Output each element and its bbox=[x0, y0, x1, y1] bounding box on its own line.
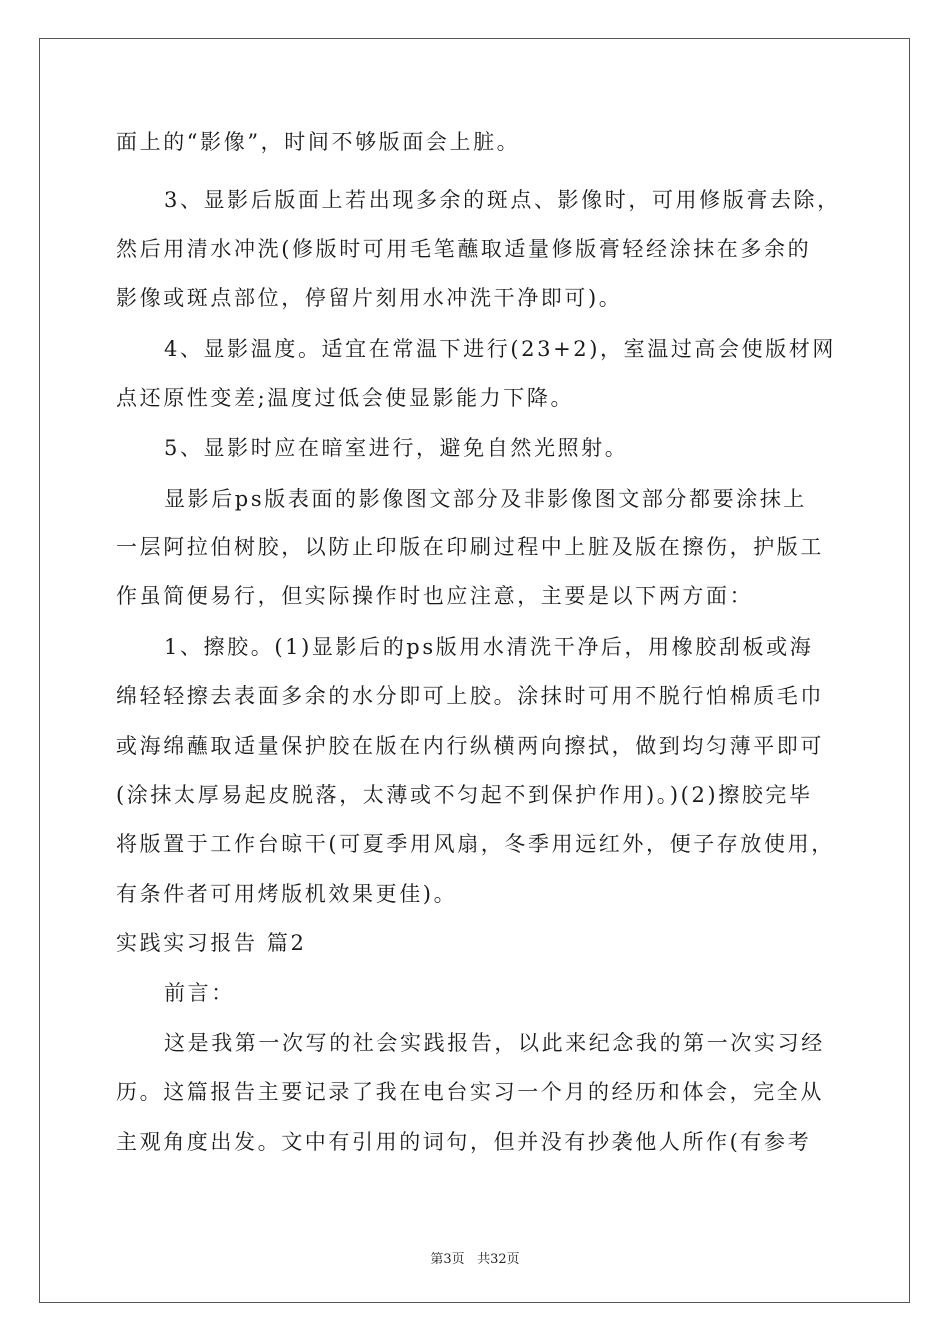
text-line: 这是我第一次写的社会实践报告，以此来纪念我的第一次实习经 bbox=[164, 1031, 825, 1055]
text-line: 一层阿拉伯树胶，以防止印版在印刷过程中上脏及版在擦伤，护版工 bbox=[116, 535, 824, 559]
text-line: 或海绵蘸取适量保护胶在版在内行纵横两向擦拭，做到均匀薄平即可 bbox=[116, 734, 824, 758]
section-heading: 实践实习报告 篇2 bbox=[116, 931, 307, 955]
text-line: 有条件者可用烤版机效果更佳)。 bbox=[116, 882, 458, 906]
page-border bbox=[39, 38, 910, 1303]
text-line: 5、显影时应在暗室进行，避免自然光照射。 bbox=[164, 436, 629, 460]
text-line: 绵轻轻擦去表面多余的水分即可上胶。涂抹时可用不脱行怕棉质毛巾 bbox=[116, 684, 824, 708]
page-total: 共32页 bbox=[477, 1252, 520, 1267]
text-line: 作虽简便易行，但实际操作时也应注意，主要是以下两方面： bbox=[116, 584, 754, 608]
text-line: 面上的“影像”，时间不够版面会上脏。 bbox=[116, 130, 521, 154]
text-line: 历。这篇报告主要记录了我在电台实习一个月的经历和体会，完全从 bbox=[116, 1080, 824, 1104]
text-line: 3、显影后版面上若出现多余的斑点、影像时，可用修版膏去除， bbox=[164, 188, 841, 212]
text-line: 主观角度出发。文中有引用的词句，但并没有抄袭他人所作(有参考 bbox=[116, 1130, 812, 1154]
text-line: 前言： bbox=[164, 981, 235, 1005]
text-line: 然后用清水冲洗(修版时可用毛笔蘸取适量修版膏轻经涂抹在多余的 bbox=[116, 237, 812, 261]
text-line: 1、擦胶。(1)显影后的ps版用水清洗干净后，用橡胶刮板或海 bbox=[164, 635, 814, 659]
page-number: 第3页 bbox=[430, 1252, 465, 1267]
text-line: 点还原性变差;温度过低会使显影能力下降。 bbox=[116, 386, 575, 410]
page-footer bbox=[0, 1248, 950, 1267]
text-line: 显影后ps版表面的影像图文部分及非影像图文部分都要涂抹上 bbox=[164, 487, 808, 511]
text-line: (涂抹太厚易起皮脱落，太薄或不匀起不到保护作用)。)(2)擦胶完毕 bbox=[116, 783, 813, 807]
text-line: 将版置于工作台晾干(可夏季用风扇，冬季用远红外，便子存放使用， bbox=[116, 832, 835, 856]
text-line: 影像或斑点部位，停留片刻用水冲洗干净即可)。 bbox=[116, 286, 623, 310]
text-line: 4、显影温度。适宜在常温下进行(23+2)，室温过高会使版材网 bbox=[164, 337, 837, 361]
